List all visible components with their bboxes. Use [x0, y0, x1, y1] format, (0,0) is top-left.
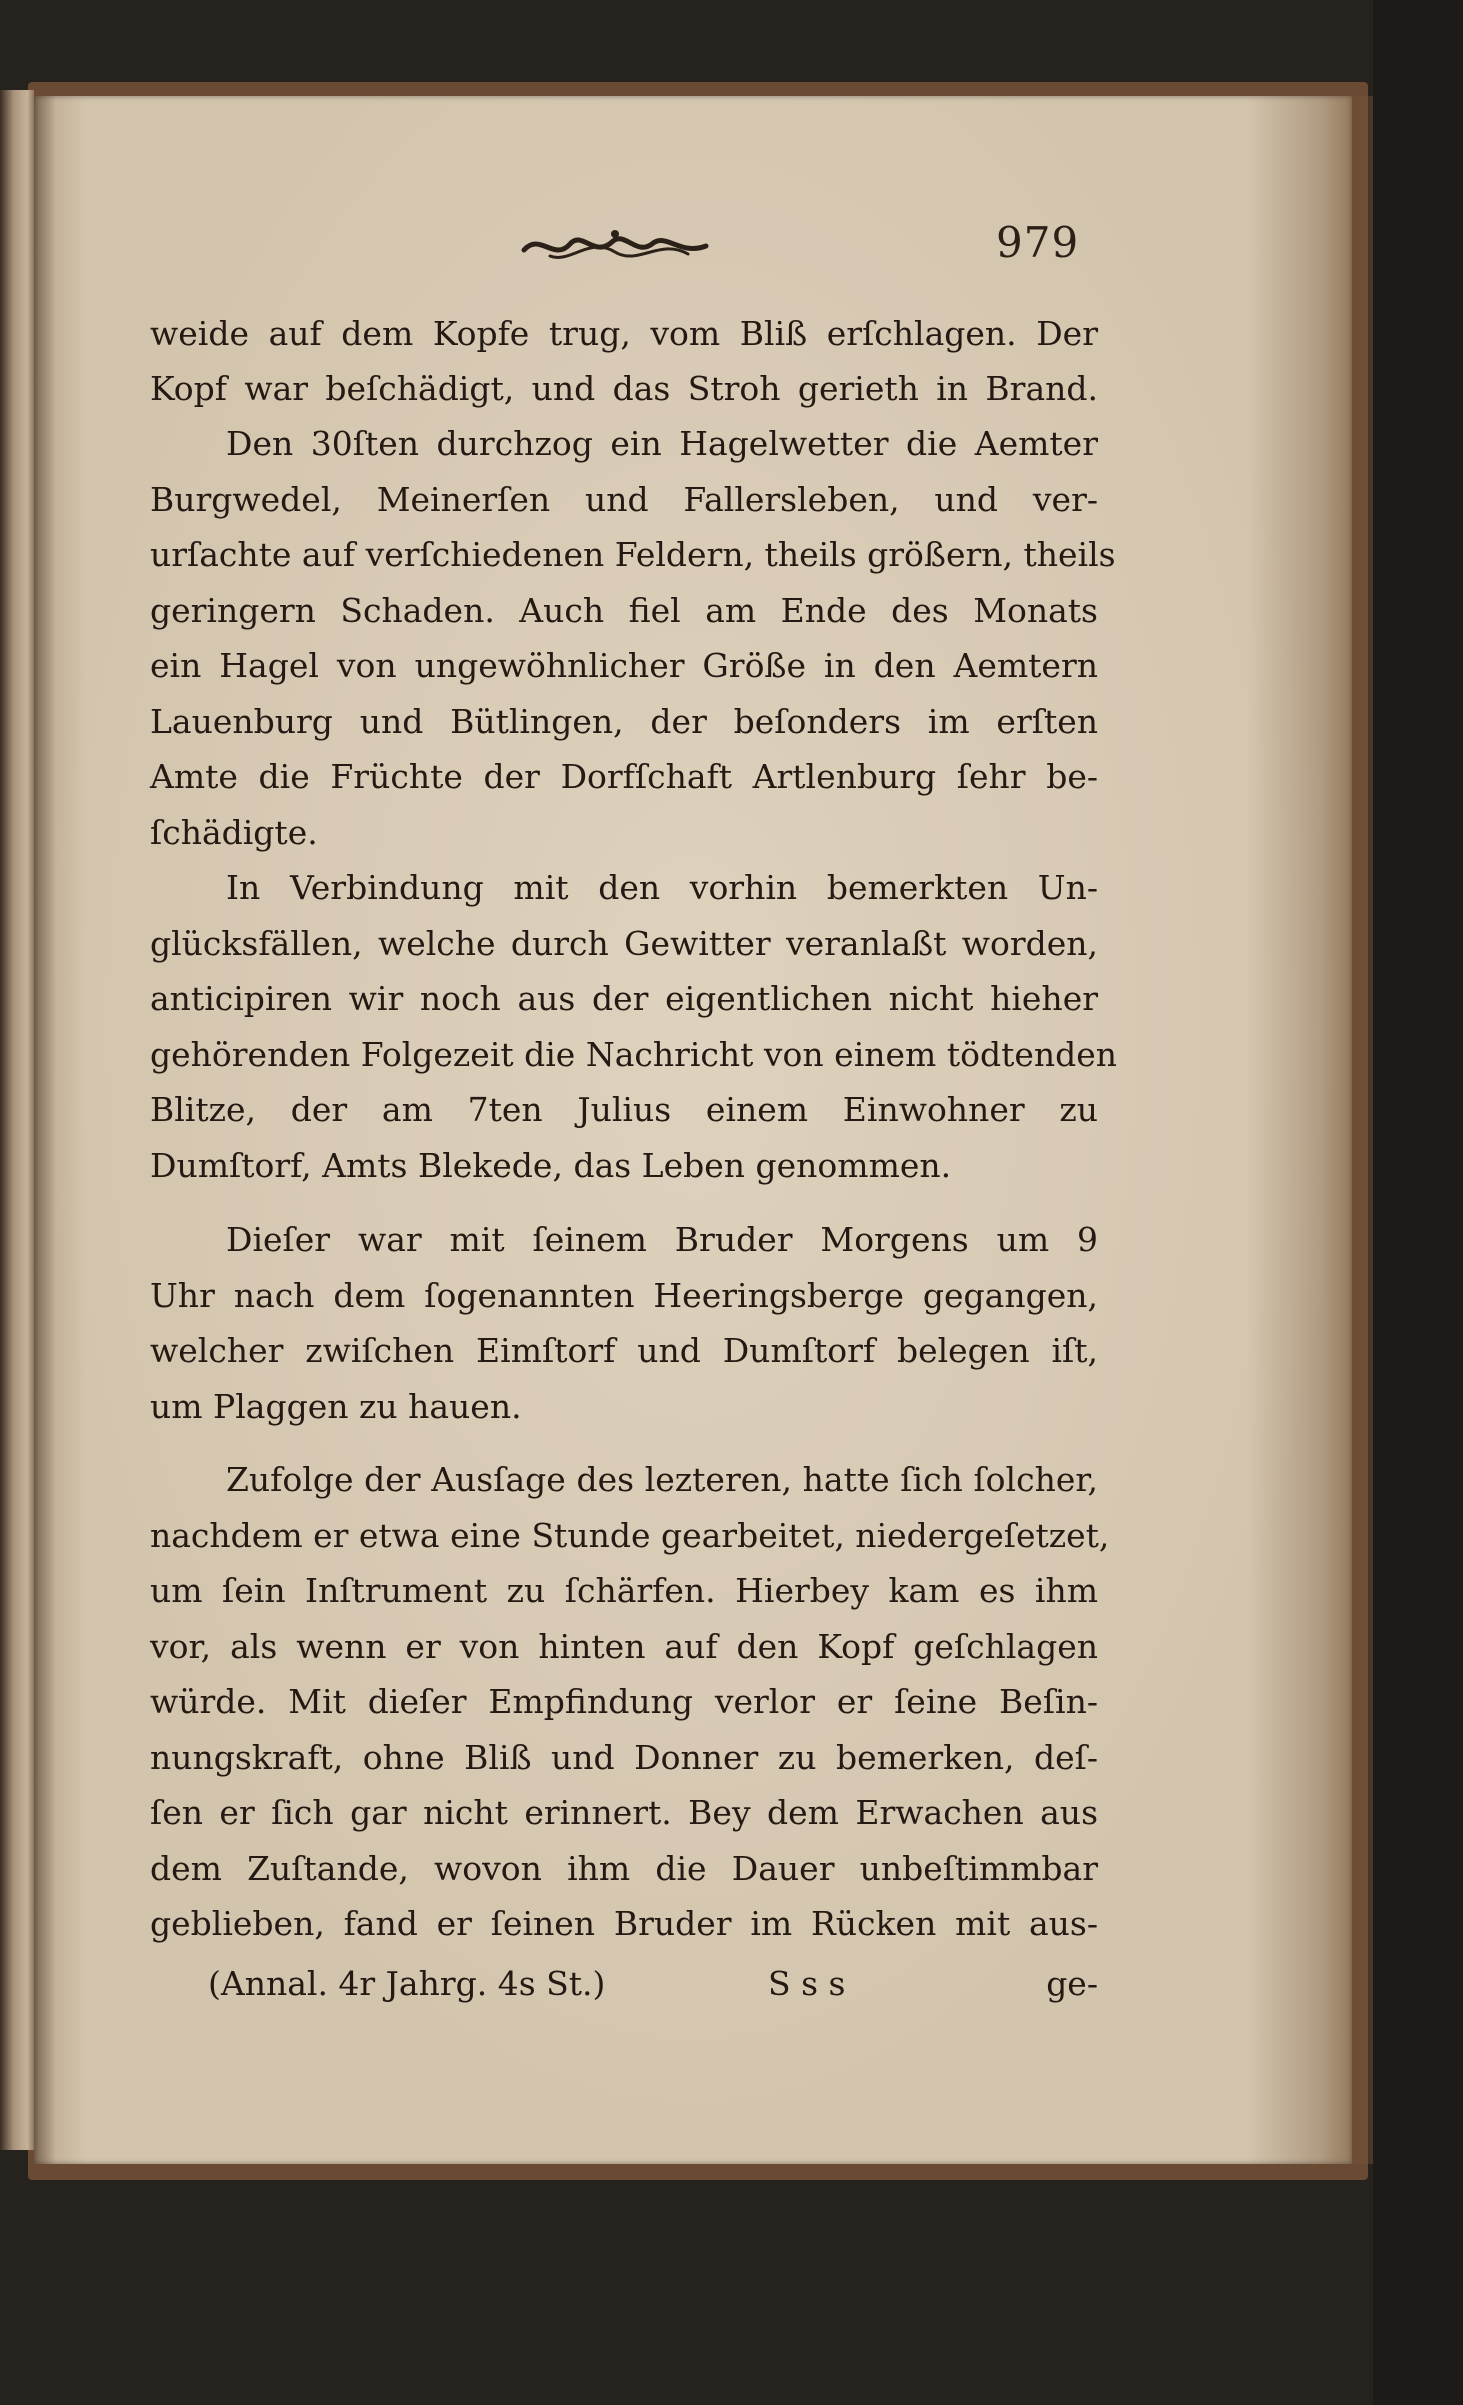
text-line: dem Zuſtande, wovon ihm die Dauer unbeſtimmbar [150, 1849, 1098, 1888]
fore-edge-shading [1321, 96, 1373, 2164]
text-line: Uhr nach dem ſogenannten Heeringsberge gegangen, [150, 1276, 1098, 1315]
text-line: um ſein Inſtrument zu ſchärfen. Hierbey kam es ihm [150, 1571, 1098, 1610]
scan-right-margin [1373, 0, 1463, 2405]
text-line: ſchädigte. [150, 813, 318, 852]
text-line: urſachte auf verſchiedenen Feldern, theils größern, theils [150, 535, 1116, 574]
text-line: Burgwedel, Meinerſen und Fallersleben, und ver- [150, 480, 1098, 519]
catchword: ge- [1046, 1964, 1098, 2003]
page-number: 979 [996, 218, 1080, 267]
text-line: um Plaggen zu hauen. [150, 1387, 522, 1426]
text-line: gehörenden Folgezeit die Nachricht von einem tödtenden [150, 1035, 1118, 1074]
text-line: geringern Schaden. Auch fiel am Ende des Monats [150, 591, 1098, 630]
text-line: würde. Mit dieſer Empfindung verlor er ſeine Beſin- [150, 1682, 1098, 1721]
text-line: welcher zwiſchen Eimſtorf und Dumſtorf belegen iſt, [150, 1331, 1098, 1370]
text-line: ſen er ſich gar nicht erinnert. Bey dem Erwachen aus [150, 1793, 1098, 1832]
signature-mark: S s s [768, 1964, 846, 2003]
paragraph-start-line: In Verbindung mit den vorhin bemerkten Un- [226, 868, 1098, 907]
text-line: nungskraft, ohne Bliß und Donner zu bemerken, deſ- [150, 1738, 1098, 1777]
text-line: vor, als wenn er von hinten auf den Kopf geſchlagen [150, 1627, 1098, 1666]
text-line: Amte die Früchte der Dorfſchaft Artlenburg ſehr be- [150, 757, 1098, 796]
facing-page-edge [0, 90, 34, 2150]
signature-reference: (Annal. 4r Jahrg. 4s St.) [208, 1964, 606, 2003]
gutter-shadow [34, 96, 56, 2164]
text-line: weide auf dem Kopfe trug, vom Bliß erſchlagen. Der [150, 314, 1098, 353]
text-line: ein Hagel von ungewöhnlicher Größe in den Aemtern [150, 646, 1098, 685]
text-line: geblieben, fand er ſeinen Bruder im Rücken mit aus- [150, 1904, 1098, 1943]
page-footer [208, 1958, 1098, 2010]
header-ornament [520, 222, 710, 268]
text-line: Lauenburg und Bütlingen, der beſonders im erſten [150, 702, 1098, 741]
paragraph-start-line: Zufolge der Ausſage des lezteren, hatte ſich ſolcher, [226, 1460, 1098, 1499]
paragraph-start-line: Dieſer war mit ſeinem Bruder Morgens um 9 [226, 1220, 1098, 1259]
text-line: Dumſtorf, Amts Blekede, das Leben genommen. [150, 1146, 952, 1185]
text-line: anticipiren wir noch aus der eigentlichen nicht hieher [150, 979, 1098, 1018]
paragraph-start-line: Den 30ſten durchzog ein Hagelwetter die Aemter [226, 424, 1098, 463]
text-line: Kopf war beſchädigt, und das Stroh gerieth in Brand. [150, 369, 1098, 408]
text-line: nachdem er etwa eine Stunde gearbeitet, niedergeſetzet, [150, 1516, 1110, 1555]
text-line: Blitze, der am 7ten Julius einem Einwohner zu [150, 1090, 1098, 1129]
text-line: glücksfällen, welche durch Gewitter veranlaßt worden, [150, 924, 1098, 963]
